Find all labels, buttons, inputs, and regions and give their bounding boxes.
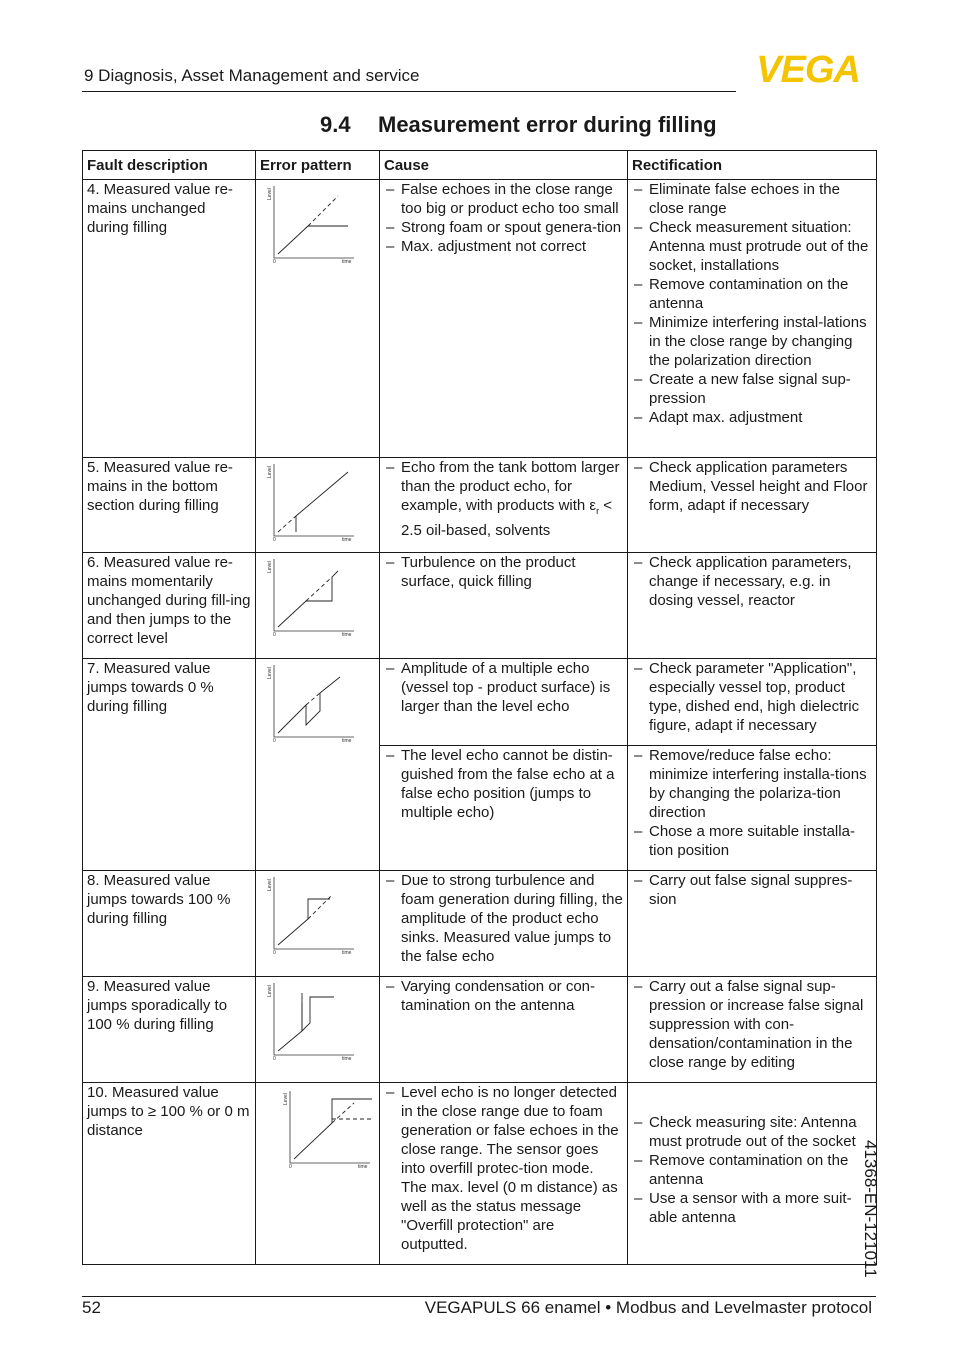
list-item-text: Eliminate false echoes in the close range	[649, 181, 840, 217]
list-item	[384, 977, 623, 1015]
fault-description-cell	[83, 977, 256, 1083]
rectification-cell	[628, 458, 877, 553]
cause-cell	[380, 553, 628, 659]
column-header: Cause	[380, 151, 628, 180]
list-item-text: Level echo is no longer detected in the close range due to foam generation or false echoes in the close range. The sensor goes into overfill protec-tion mode. The max. level (0 m distance) as well as the status message "Overfill protection" are outputted.	[401, 1084, 619, 1253]
product-name: VEGAPULS 66 enamel • Modbus and Levelmaster protocol	[424, 1298, 872, 1317]
expected-level-line	[306, 577, 332, 601]
fault-description-cell	[83, 180, 256, 458]
section-title	[320, 112, 717, 138]
vega-logo	[742, 49, 874, 91]
x-axis-label: time	[342, 259, 352, 265]
y-axis-label: Level	[267, 561, 273, 573]
column-header: Fault description	[83, 151, 256, 180]
bullet-list	[384, 458, 623, 540]
fault-description-cell	[83, 871, 256, 977]
list-item	[632, 275, 872, 313]
x-axis-label: time	[342, 738, 352, 744]
origin-label: 0	[273, 259, 276, 265]
list-item	[632, 180, 872, 218]
rectification-cell	[628, 871, 877, 977]
bullet-list	[632, 180, 872, 427]
cause-cell	[380, 458, 628, 553]
list-item	[632, 1151, 872, 1189]
document-number: 41368-EN-121011	[861, 1140, 880, 1278]
table-row	[83, 458, 877, 553]
error-pattern-chart	[260, 458, 384, 543]
header-rule	[82, 91, 736, 92]
error-pattern-cell	[256, 458, 380, 553]
error-pattern-cell	[256, 871, 380, 977]
list-item-text: Use a sensor with a more suit-able antenna	[649, 1190, 852, 1226]
expected-level-line	[308, 196, 338, 226]
y-axis-label: Level	[267, 879, 273, 891]
x-axis-label: time	[358, 1164, 368, 1170]
rectification-cell	[628, 977, 877, 1083]
origin-label: 0	[273, 537, 276, 543]
list-item	[632, 553, 872, 610]
cause-cell	[380, 1083, 628, 1265]
section-heading: Measurement error during filling	[378, 112, 717, 137]
list-item-text: Carry out a false signal sup-pression or increase false signal suppression with con-densation/contamination in the close range by editing	[649, 978, 864, 1071]
list-item-text: Check parameter "Application", especially vessel top, product type, dished end, high dielectric figure, adapt if necessary	[649, 660, 860, 734]
list-item-text: Create a new false signal sup-pression	[649, 371, 851, 407]
error-pattern-cell	[256, 1083, 380, 1265]
list-item	[384, 218, 623, 237]
list-item	[632, 659, 872, 735]
bullet-list	[632, 458, 872, 515]
list-item	[632, 977, 872, 1072]
rectification-cell	[628, 746, 877, 871]
rectification-cell	[628, 553, 877, 659]
error-pattern-chart	[260, 659, 384, 744]
fault-description: 4. Measured value re-mains unchanged during filling	[87, 181, 233, 236]
cause-cell	[380, 746, 628, 871]
measured-level-line	[278, 899, 330, 945]
expected-level-line	[306, 693, 320, 705]
fault-description: 7. Measured value jumps towards 0 % during filling	[87, 660, 214, 715]
cause-cell	[380, 180, 628, 458]
table-row	[83, 871, 877, 977]
list-item	[384, 746, 623, 822]
axes	[290, 1091, 370, 1163]
error-pattern-chart	[260, 180, 384, 265]
origin-label: 0	[273, 1056, 276, 1062]
measured-level-line	[294, 1099, 372, 1159]
logo-text: VEGA	[756, 49, 860, 91]
list-item	[632, 218, 872, 275]
list-item	[384, 180, 623, 218]
error-pattern-chart	[260, 871, 384, 956]
measured-level-line	[278, 677, 340, 733]
measured-level-line	[278, 993, 334, 1051]
expected-level-line	[332, 1103, 354, 1123]
list-item	[632, 746, 872, 822]
bullet-list	[384, 977, 623, 1015]
error-pattern-chart	[260, 553, 384, 638]
origin-label: 0	[273, 950, 276, 956]
list-item-text: Due to strong turbulence and foam generation during filling, the amplitude of the product echo sinks. Measured value jumps to the false echo	[401, 872, 623, 965]
error-pattern-cell	[256, 977, 380, 1083]
origin-label: 0	[289, 1164, 292, 1170]
bullet-list	[384, 746, 623, 822]
list-item-text: Check measuring site: Antenna must protrude out of the socket	[649, 1114, 857, 1150]
list-item-text: The level echo cannot be distin-guished from the false echo at a false echo position (jumps to multiple echo)	[401, 747, 615, 821]
epsilon-text: < 2.5 oil-based, solvents	[401, 497, 613, 539]
page-number: 52	[82, 1298, 101, 1317]
cause-cell	[380, 871, 628, 977]
list-item-text: Minimize interfering instal-lations in the close range by changing the polarization direction	[649, 314, 867, 369]
list-item-text: Echo from the tank bottom larger than the product echo, for example, with products with	[401, 459, 620, 514]
list-item-text: Strong foam or spout genera-tion	[401, 219, 622, 236]
error-table	[82, 150, 877, 1265]
list-item	[384, 871, 623, 966]
bullet-list	[384, 659, 623, 716]
list-item	[632, 871, 872, 909]
list-item-text: Check application parameters Medium, Vessel height and Floor form, adapt if necessary	[649, 459, 868, 514]
epsilon-subscript: r	[596, 506, 600, 516]
axes	[274, 665, 354, 737]
y-axis-label: Level	[267, 466, 273, 478]
fault-description-cell	[83, 553, 256, 659]
list-item	[632, 370, 872, 408]
list-item-text: Max. adjustment not correct	[401, 238, 587, 255]
fault-description: 5. Measured value re-mains in the bottom section during filling	[87, 459, 233, 514]
list-item-text: Carry out false signal suppres-sion	[649, 872, 853, 908]
error-pattern-cell	[256, 553, 380, 659]
error-pattern-cell	[256, 180, 380, 458]
y-axis-label: Level	[267, 667, 273, 679]
list-item-text: Check measurement situation: Antenna must protrude out of the socket, installations	[649, 219, 869, 274]
running-header: 9 Diagnosis, Asset Management and service	[84, 66, 420, 85]
list-item	[632, 313, 872, 370]
list-item-text: Chose a more suitable installa-tion position	[649, 823, 855, 859]
table-header-row	[83, 151, 877, 180]
list-item-text: Remove contamination on the antenna	[649, 1152, 849, 1188]
bullet-list	[384, 553, 623, 591]
list-item	[384, 553, 623, 591]
bullet-list	[632, 871, 872, 909]
origin-label: 0	[273, 632, 276, 638]
table-row	[83, 1083, 877, 1265]
fault-description: 10. Measured value jumps to ≥ 100 % or 0 m distance	[87, 1084, 250, 1139]
rectification-cell	[628, 1083, 877, 1265]
bullet-list	[632, 977, 872, 1072]
axes	[274, 186, 354, 258]
axes	[274, 559, 354, 631]
list-item	[632, 822, 872, 860]
bullet-list	[632, 746, 872, 860]
bullet-list	[632, 659, 872, 735]
list-item	[632, 1189, 872, 1227]
list-item-text: Remove contamination on the antenna	[649, 276, 849, 312]
list-item	[384, 458, 623, 540]
origin-label: 0	[273, 738, 276, 744]
list-item-text: False echoes in the close range too big or product echo too small	[401, 181, 619, 217]
list-item-text: Check application parameters, change if necessary, e.g. in dosing vessel, reactor	[649, 554, 852, 609]
measured-level-line	[278, 226, 348, 254]
fault-description-cell	[83, 659, 256, 871]
x-axis-label: time	[342, 632, 352, 638]
table-row	[83, 659, 877, 746]
table-row	[83, 180, 877, 458]
error-pattern-cell	[256, 659, 380, 871]
fault-description: 6. Measured value re-mains momentarily unchanged during fill-ing and then jumps to the correct level	[87, 554, 251, 647]
epsilon-symbol: ε	[589, 497, 597, 514]
fault-description: 9. Measured value jumps sporadically to 100 % during filling	[87, 978, 228, 1033]
list-item	[632, 408, 872, 427]
cause-cell	[380, 659, 628, 746]
list-item-text: Amplitude of a multiple echo (vessel top - product surface) is larger than the level echo	[401, 660, 611, 715]
fault-description: 8. Measured value jumps towards 100 % during filling	[87, 872, 231, 927]
list-item-text: Adapt max. adjustment	[649, 409, 803, 426]
fault-description-cell	[83, 458, 256, 553]
error-pattern-chart	[260, 1083, 384, 1171]
rectification-cell	[628, 659, 877, 746]
column-header: Error pattern	[256, 151, 380, 180]
table-row	[83, 977, 877, 1083]
column-header: Rectification	[628, 151, 877, 180]
bullet-list	[384, 871, 623, 966]
list-item	[384, 1083, 623, 1254]
rectification-cell	[628, 180, 877, 458]
list-item-text: Turbulence on the product surface, quick filling	[401, 554, 576, 590]
y-axis-label: Level	[267, 985, 273, 997]
bullet-list	[632, 553, 872, 610]
list-item	[632, 458, 872, 515]
x-axis-label: time	[342, 1056, 352, 1062]
y-axis-label: Level	[267, 188, 273, 200]
measured-level-line	[296, 472, 348, 516]
list-item	[632, 1113, 872, 1151]
y-axis-label: Level	[283, 1093, 289, 1105]
bullet-list	[384, 180, 623, 256]
footer-rule	[82, 1296, 876, 1297]
x-axis-label: time	[342, 537, 352, 543]
list-item	[384, 237, 623, 256]
table-row	[83, 553, 877, 659]
error-pattern-chart	[260, 977, 384, 1062]
bullet-list	[632, 1113, 872, 1227]
list-item-text: Varying condensation or con-tamination on the antenna	[401, 978, 596, 1014]
list-item	[384, 659, 623, 716]
x-axis-label: time	[342, 950, 352, 956]
fault-description-cell	[83, 1083, 256, 1265]
expected-level-line	[278, 516, 296, 532]
bullet-list	[384, 1083, 623, 1254]
list-item-text: Remove/reduce false echo: minimize interfering installa-tions by changing the polariza-tion direction	[649, 747, 867, 821]
cause-cell	[380, 977, 628, 1083]
section-number: 9.4	[320, 112, 351, 137]
